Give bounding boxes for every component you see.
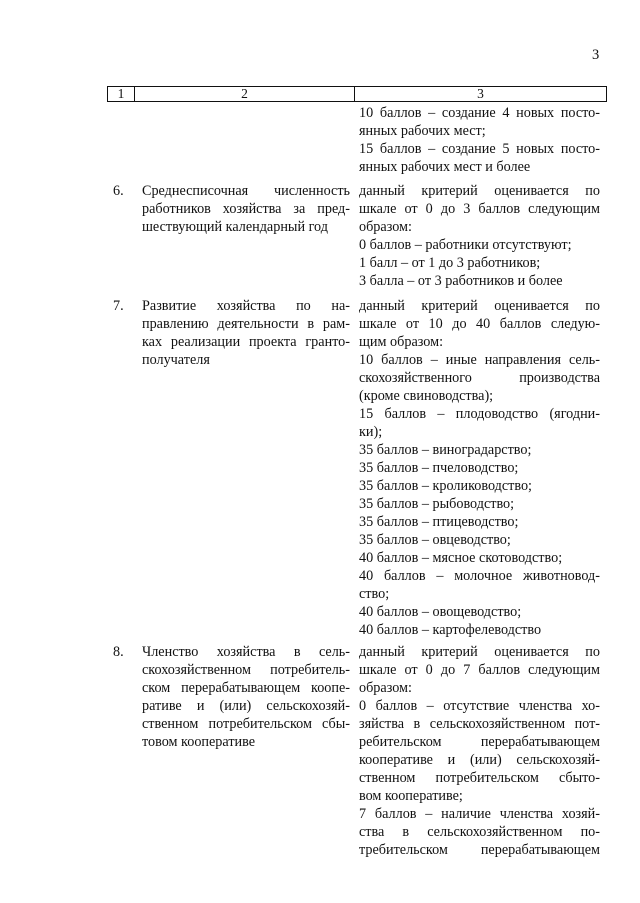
text-line: зяйства в сельскохозяйственном пот-	[359, 716, 600, 732]
text-line: образом:	[359, 219, 412, 235]
text-line: шкале от 0 до 3 баллов следующим	[359, 201, 600, 217]
criterion-cell	[142, 643, 350, 751]
text-line: данный критерий оценивается по	[359, 644, 600, 660]
text-line: янных рабочих мест;	[359, 123, 486, 139]
text-line: Членство хозяйства в сель-	[142, 644, 350, 660]
text-line: 35 баллов – рыбоводство;	[359, 496, 515, 512]
text-line: 40 баллов – мясное скотоводство;	[359, 550, 563, 566]
text-line: ственном потребительском сбыто-	[359, 770, 600, 786]
header-col-3: 3	[477, 86, 484, 101]
text-line: 3 балла – от 3 работников и более	[359, 273, 563, 289]
text-line: 40 баллов – овощеводство;	[359, 604, 522, 620]
text-line: ках реализации проекта гранто-	[142, 334, 350, 350]
text-line: янных рабочих мест и более	[359, 159, 531, 175]
text-line: образом:	[359, 680, 412, 696]
text-line: требительском перерабатывающем	[359, 842, 600, 858]
text-line: щим образом:	[359, 334, 444, 350]
text-line: 35 баллов – кролиководство;	[359, 478, 532, 494]
text-line: товом кооперативе	[142, 734, 256, 750]
text-line: ства в сельскохозяйственном по-	[359, 824, 600, 840]
header-col-2: 2	[135, 87, 355, 101]
text-line: 7 баллов – наличие членства хозяй-	[359, 806, 600, 822]
text-line: ство;	[359, 586, 390, 602]
text-line: скохозяйственном потребитель-	[142, 662, 350, 678]
text-line: Среднесписочная численность	[142, 183, 350, 199]
text-line: 0 баллов – отсутствие членства хо-	[359, 698, 600, 714]
scoring-cell	[359, 182, 600, 290]
text-line: (кроме свиноводства);	[359, 388, 494, 404]
text-line: шкале от 10 до 40 баллов следую-	[359, 316, 600, 332]
text-line: работников хозяйства за пред-	[142, 201, 350, 217]
continuation-cell	[359, 104, 600, 176]
text-line: шкале от 0 до 7 баллов следующим	[359, 662, 600, 678]
text-line: шествующий календарный год	[142, 219, 328, 235]
table-header-row	[107, 86, 607, 102]
scoring-cell	[359, 643, 600, 859]
text-line: 1 балл – от 1 до 3 работников;	[359, 255, 541, 271]
header-col-1: 1	[108, 87, 135, 101]
text-line: скохозяйственного производства	[359, 370, 600, 386]
text-line: 40 баллов – картофелеводство	[359, 622, 542, 638]
text-line: 0 баллов – работники отсутствуют;	[359, 237, 572, 253]
text-line: кооперативе и (или) сельскохозяй-	[359, 752, 600, 768]
row-number: 8.	[113, 644, 124, 660]
text-line: 40 баллов – молочное животновод-	[359, 568, 600, 584]
text-line: 35 баллов – овцеводство;	[359, 532, 511, 548]
text-line: данный критерий оценивается по	[359, 298, 600, 314]
scoring-cell	[359, 297, 600, 639]
page-number: 3	[592, 47, 600, 63]
text-line: 35 баллов – птицеводство;	[359, 514, 519, 530]
text-line: 10 баллов – создание 4 новых посто-	[359, 105, 600, 121]
text-line: ственном потребительском сбы-	[142, 716, 350, 732]
row-number: 7.	[113, 298, 124, 314]
row-number: 6.	[113, 183, 124, 199]
text-line: 35 баллов – пчеловодство;	[359, 460, 519, 476]
text-line: 15 баллов – плодоводство (ягодни-	[359, 406, 600, 422]
criterion-cell	[142, 182, 350, 236]
text-line: 35 баллов – виноградарство;	[359, 442, 532, 458]
text-line: ском перерабатывающем коопе-	[142, 680, 350, 696]
text-line: 10 баллов – иные направления сель-	[359, 352, 600, 368]
text-line: данный критерий оценивается по	[359, 183, 600, 199]
text-line: ки);	[359, 424, 383, 440]
text-line: вом кооперативе;	[359, 788, 463, 804]
criterion-cell	[142, 297, 350, 369]
text-line: получателя	[142, 352, 210, 368]
text-line: ребительском перерабатывающем	[359, 734, 600, 750]
text-line: 15 баллов – создание 5 новых посто-	[359, 141, 600, 157]
text-line: правлению деятельности в рам-	[142, 316, 350, 332]
text-line: ративе и (или) сельскохозяй-	[142, 698, 350, 714]
text-line: Развитие хозяйства по на-	[142, 298, 350, 314]
